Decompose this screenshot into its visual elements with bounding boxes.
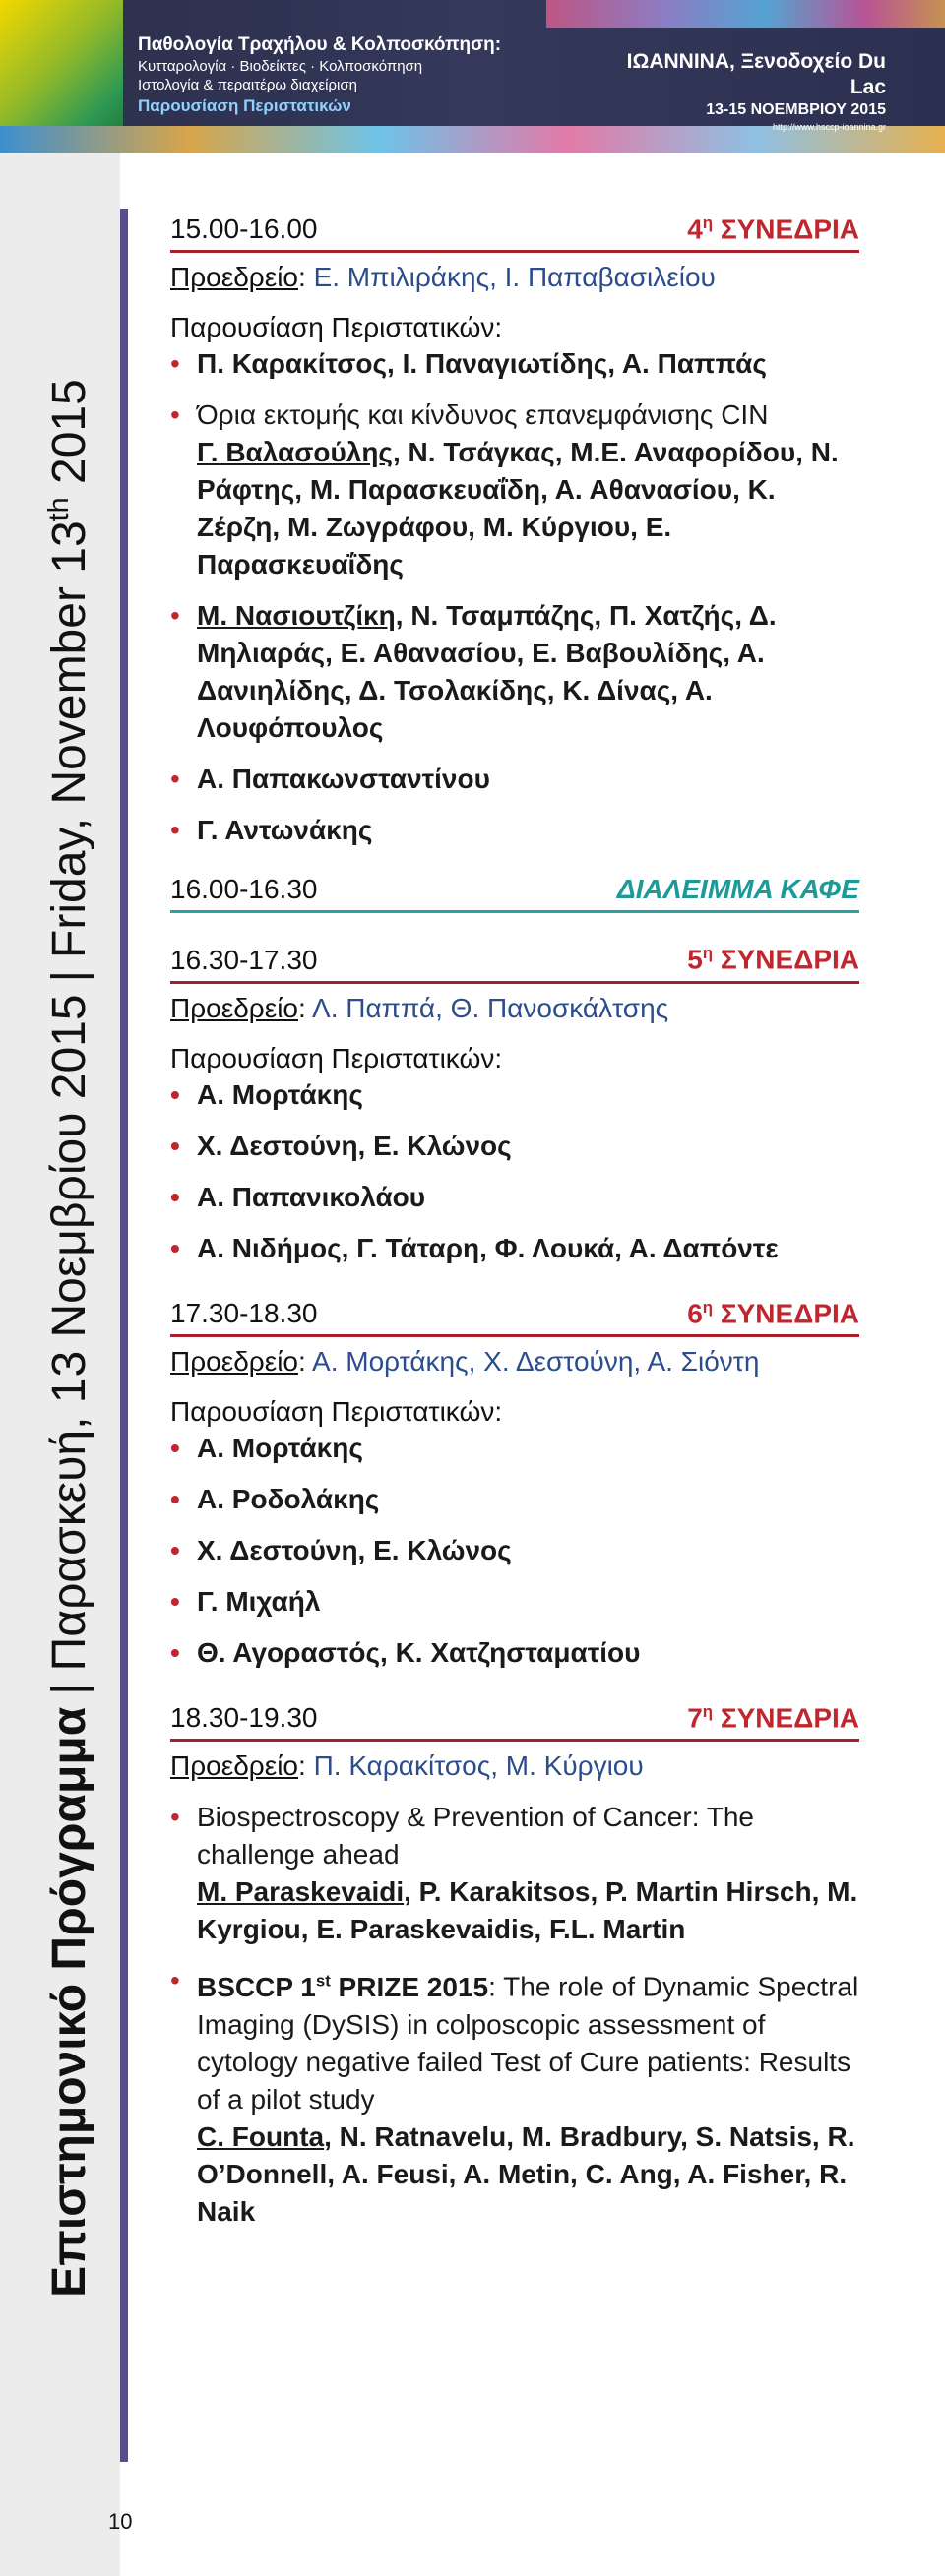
list-item: • Α. Παπανικολάου: [170, 1179, 859, 1216]
chair-label: Προεδρείο: [170, 262, 298, 293]
list-item: • Θ. Αγοραστός, Κ. Χατζησταματίου: [170, 1634, 859, 1672]
presentation-list: [170, 1430, 859, 1672]
list-item: • Χ. Δεστούνη, Ε. Κλώνος: [170, 1128, 859, 1165]
chair-label: Προεδρείο: [170, 1750, 298, 1782]
list-item: • Α. Νιδήμος, Γ. Τάταρη, Φ. Λουκά, Α. Δαπόντε: [170, 1230, 859, 1267]
list-item: [170, 1962, 859, 2230]
list-item: • Όρια εκτομής και κίνδυνος επανεμφάνισης CIN Γ. Βαλασούλης, Ν. Τσάγκας, Μ.Ε. Αναφορίδου, Ν. Ράφτης, Μ. Παρασκευαΐδη, Α. Αθανασίου, Κ. Ζέρζη, Μ. Ζωγράφου, Μ. Κύργιου, Ε. Παρασκευαΐδης: [170, 397, 859, 583]
session-title: $4^\eta$ ΣΥΝΕΔΡΙΑ: [687, 214, 859, 245]
date-english-year: 2015: [43, 379, 95, 484]
list-item: • Α. Ροδολάκης: [170, 1481, 859, 1518]
page-number: 10: [108, 2509, 133, 2534]
list-item: • Π. Καρακίτσος, Ι. Παναγιωτίδης, Α. Παππάς: [170, 345, 859, 383]
banner-accent: Παρουσίαση Περιστατικών: [138, 96, 351, 115]
session-header: [170, 1289, 859, 1337]
presentations-label: Παρουσίαση Περιστατικών:: [170, 312, 503, 343]
coffee-break: [170, 871, 859, 913]
banner-title: Παθολογία Τραχήλου & Κολποσκόπηση:: [138, 34, 502, 55]
presentations-label: Παρουσίαση Περιστατικών:: [170, 1042, 503, 1073]
talk-topic: : The role of Dynamic Spectral Imaging (DySIS) in colposcopic assessment of cytology negative failed Test of Cure patients: Results of a pilot study: [197, 1971, 859, 2115]
presentations-label: Παρουσίαση Περιστατικών:: [170, 1395, 503, 1427]
chair-names: Π. Καρακίτσος, Μ. Κύργιου: [313, 1750, 644, 1782]
co-authors: , P. Karakitsos, P. Martin Hirsch, M. Kyrgiou, E. Paraskevaidis, F.L. Martin: [197, 1876, 858, 1945]
session-6: [170, 1289, 859, 1672]
session-header: [170, 1693, 859, 1742]
session-title: $7^\eta$ ΣΥΝΕΔΡΙΑ: [687, 1701, 859, 1734]
session-chairs: Προεδρείο: Ε. Μπιλιράκης, Ι. Παπαβασιλείου: [170, 262, 716, 293]
break-title: ΔΙΑΛΕΙΜΜΑ ΚΑΦΕ: [616, 874, 859, 905]
session-chairs: Προεδρείο: Π. Καρακίτσος, Μ. Κύργιου: [170, 1750, 644, 1782]
presenting-author: M. Paraskevaidi: [197, 1876, 405, 1908]
session-title: $6^\eta$ ΣΥΝΕΔΡΙΑ: [687, 1297, 859, 1328]
presentation-list: [170, 1076, 859, 1267]
session-chairs: Προεδρείο: Λ. Παππά, Θ. Πανοσκάλτσης: [170, 992, 669, 1023]
session-7: [170, 1693, 859, 2231]
banner-venue-info: [591, 49, 886, 134]
date-greek: Παρασκευή, 13 Νοεμβρίου 2015: [43, 994, 95, 1672]
session-time: 17.30-18.30: [170, 1297, 318, 1328]
list-item: [170, 1799, 859, 1948]
sidebar-rule: [120, 209, 128, 2462]
presentation-list: [170, 345, 859, 849]
session-4: [170, 205, 859, 849]
list-item: • Α. Μορτάκης: [170, 1076, 859, 1114]
session-time: 16.30-17.30: [170, 944, 318, 975]
banner-subtitle-1: Κυτταρολογία · Βιοδείκτες · Κολποσκόπηση: [138, 58, 423, 75]
chair-names: Ε. Μπιλιράκης, Ι. Παπαβασιλείου: [313, 262, 716, 293]
list-item: • Α. Μορτάκης: [170, 1430, 859, 1467]
list-item: • Μ. Νασιουτζίκη, Ν. Τσαμπάζης, Π. Χατζής, Δ. Μηλιαράς, Ε. Αθανασίου, Ε. Βαβουλίδης, Α. Δανιηλίδης, Δ. Τσολακίδης, Κ. Δίνας, Α. Λουφόπουλος: [170, 597, 859, 747]
session-chairs: Προεδρείο: Α. Μορτάκης, Χ. Δεστούνη, Α. Σιόντη: [170, 1345, 760, 1377]
session-5: [170, 935, 859, 1266]
list-item: • Γ. Αντωνάκης: [170, 812, 859, 849]
talk-topic: Biospectroscopy & Prevention of Cancer: The challenge ahead: [197, 1802, 755, 1871]
date-english-suffix: th: [43, 497, 75, 521]
title-separator: |: [43, 969, 95, 983]
chair-names: Λ. Παππά, Θ. Πανοσκάλτσης: [312, 992, 669, 1023]
co-authors: , N. Ratnavelu, M. Bradbury, S. Natsis, R. O’Donnell, A. Feusi, A. Metin, C. Ang, A. Fisher, R. Naik: [197, 2120, 855, 2227]
date-english: Friday, November 13: [43, 521, 95, 958]
prize-label: BSCCP 1st PRIZE 2015: [197, 1971, 489, 2002]
break-header: [170, 871, 859, 913]
session-header: [170, 205, 859, 253]
banner-city: ΙΩΑΝΝΙΝΑ, Ξενοδοχείο Du Lac: [626, 50, 886, 98]
chair-names: Α. Μορτάκης, Χ. Δεστούνη, Α. Σιόντη: [312, 1345, 760, 1377]
session-title: $5^\eta$ ΣΥΝΕΔΡΙΑ: [687, 944, 859, 975]
banner-photo-right: [546, 0, 945, 28]
chair-label: Προεδρείο: [170, 1345, 298, 1377]
list-item: • Γ. Μιχαήλ: [170, 1583, 859, 1621]
vertical-page-title: [25, 207, 94, 2470]
program-content: [170, 205, 859, 2252]
title-separator: |: [43, 1683, 95, 1695]
list-item: • Χ. Δεστούνη, Ε. Κλώνος: [170, 1532, 859, 1569]
banner-dates: 13-15 ΝΟΕΜΒΡΙΟΥ 2015: [706, 101, 886, 118]
session-time: 18.30-19.30: [170, 1702, 318, 1734]
banner-url[interactable]: http://www.hsccp-ioannina.gr: [772, 122, 886, 132]
list-item: • Α. Παπακωνσταντίνου: [170, 761, 859, 798]
session-header: [170, 935, 859, 983]
presentation-list: [170, 1799, 859, 2230]
break-time: 16.00-16.30: [170, 874, 318, 905]
session-time: 15.00-16.00: [170, 214, 318, 245]
banner-event-info: [138, 33, 571, 118]
presenting-author: C. Founta: [197, 2120, 325, 2152]
program-title: Επιστημονικό Πρόγραμμα: [43, 1706, 95, 2298]
banner-subtitle-2: Ιστολογία & περαιτέρω διαχείριση: [138, 77, 357, 93]
header-banner: [0, 0, 945, 153]
chair-label: Προεδρείο: [170, 992, 298, 1023]
